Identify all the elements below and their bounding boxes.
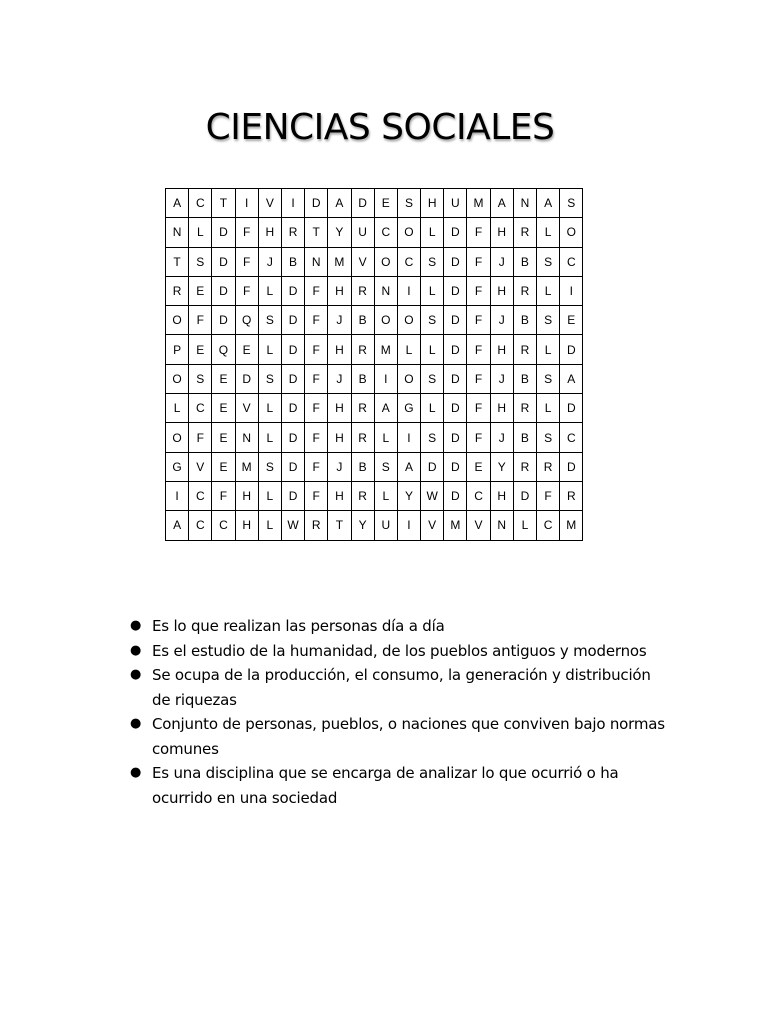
- grid-cell: D: [444, 394, 467, 423]
- grid-row: [166, 423, 583, 452]
- grid-cell: R: [513, 276, 536, 305]
- grid-cell: L: [421, 394, 444, 423]
- grid-cell: W: [421, 481, 444, 510]
- grid-cell: L: [166, 394, 189, 423]
- grid-cell: R: [537, 452, 560, 481]
- grid-row: [166, 247, 583, 276]
- grid-cell: D: [281, 335, 304, 364]
- grid-cell: Q: [235, 306, 258, 335]
- grid-cell: H: [421, 189, 444, 218]
- grid-cell: H: [490, 335, 513, 364]
- grid-cell: N: [166, 218, 189, 247]
- grid-row: [166, 364, 583, 393]
- grid-cell: D: [281, 394, 304, 423]
- grid-cell: D: [212, 276, 235, 305]
- grid-cell: L: [421, 335, 444, 364]
- grid-cell: U: [351, 218, 374, 247]
- grid-cell: D: [444, 335, 467, 364]
- grid-row: [166, 276, 583, 305]
- clue-item: [128, 614, 668, 639]
- grid-cell: I: [166, 481, 189, 510]
- grid-cell: V: [258, 189, 281, 218]
- grid-cell: O: [166, 423, 189, 452]
- clue-item: [128, 639, 668, 664]
- grid-cell: S: [560, 189, 583, 218]
- grid-cell: I: [560, 276, 583, 305]
- grid-cell: L: [537, 394, 560, 423]
- grid-cell: D: [281, 423, 304, 452]
- grid-cell: M: [444, 511, 467, 540]
- grid-cell: A: [560, 364, 583, 393]
- grid-cell: D: [444, 276, 467, 305]
- bullet-icon: ●: [130, 765, 142, 780]
- grid-cell: T: [328, 511, 351, 540]
- grid-cell: F: [305, 335, 328, 364]
- grid-cell: E: [189, 335, 212, 364]
- grid-cell: S: [258, 306, 281, 335]
- clue-item: [128, 663, 668, 712]
- grid-cell: O: [374, 247, 397, 276]
- grid-cell: F: [467, 306, 490, 335]
- grid-cell: D: [444, 218, 467, 247]
- grid-cell: C: [189, 511, 212, 540]
- grid-cell: C: [374, 218, 397, 247]
- grid-cell: O: [166, 306, 189, 335]
- grid-cell: S: [258, 364, 281, 393]
- grid-cell: O: [397, 364, 420, 393]
- grid-cell: F: [467, 218, 490, 247]
- grid-cell: F: [305, 452, 328, 481]
- grid-cell: F: [467, 247, 490, 276]
- grid-cell: I: [397, 511, 420, 540]
- grid-cell: S: [421, 364, 444, 393]
- grid-cell: H: [258, 218, 281, 247]
- grid-cell: E: [212, 364, 235, 393]
- grid-cell: S: [421, 247, 444, 276]
- grid-cell: J: [490, 423, 513, 452]
- grid-cell: A: [397, 452, 420, 481]
- grid-cell: L: [258, 394, 281, 423]
- grid-cell: B: [513, 306, 536, 335]
- grid-cell: A: [490, 189, 513, 218]
- grid-cell: F: [467, 335, 490, 364]
- grid-cell: F: [467, 276, 490, 305]
- grid-cell: J: [328, 364, 351, 393]
- grid-cell: O: [374, 306, 397, 335]
- grid-cell: S: [537, 423, 560, 452]
- grid-cell: T: [166, 247, 189, 276]
- clue-text: Es el estudio de la humanidad, de los pueblos antiguos y modernos: [152, 641, 647, 660]
- grid-cell: B: [351, 452, 374, 481]
- grid-cell: H: [328, 394, 351, 423]
- grid-cell: S: [189, 364, 212, 393]
- grid-cell: S: [189, 247, 212, 276]
- clue-text: Es lo que realizan las personas día a día: [152, 617, 445, 635]
- grid-cell: I: [374, 364, 397, 393]
- grid-cell: S: [397, 189, 420, 218]
- grid-cell: I: [397, 276, 420, 305]
- grid-cell: M: [235, 452, 258, 481]
- grid-cell: L: [189, 218, 212, 247]
- grid-cell: B: [281, 247, 304, 276]
- grid-cell: Y: [397, 481, 420, 510]
- grid-cell: F: [235, 276, 258, 305]
- grid-cell: J: [258, 247, 281, 276]
- grid-cell: N: [374, 276, 397, 305]
- grid-cell: E: [212, 394, 235, 423]
- grid-cell: T: [212, 189, 235, 218]
- clue-text: Es una disciplina que se encarga de analizar lo que ocurrió o ha ocurrido en una sociedad: [152, 764, 619, 807]
- grid-cell: A: [374, 394, 397, 423]
- grid-cell: D: [281, 276, 304, 305]
- grid-cell: H: [235, 481, 258, 510]
- grid-cell: F: [467, 364, 490, 393]
- grid-cell: L: [537, 276, 560, 305]
- grid-cell: Y: [328, 218, 351, 247]
- grid-cell: F: [235, 218, 258, 247]
- grid-cell: D: [305, 189, 328, 218]
- grid-cell: O: [397, 306, 420, 335]
- grid-cell: S: [537, 306, 560, 335]
- grid-cell: N: [235, 423, 258, 452]
- grid-cell: E: [212, 423, 235, 452]
- grid-cell: S: [537, 247, 560, 276]
- grid-cell: A: [328, 189, 351, 218]
- grid-cell: D: [212, 247, 235, 276]
- grid-cell: L: [258, 276, 281, 305]
- grid-cell: E: [467, 452, 490, 481]
- grid-cell: I: [235, 189, 258, 218]
- grid-cell: E: [374, 189, 397, 218]
- grid-cell: C: [212, 511, 235, 540]
- grid-cell: V: [189, 452, 212, 481]
- grid-cell: C: [189, 394, 212, 423]
- grid-cell: V: [235, 394, 258, 423]
- grid-cell: L: [258, 335, 281, 364]
- clue-text: Se ocupa de la producción, el consumo, la generación y distribución de riquezas: [152, 666, 651, 709]
- grid-cell: L: [258, 423, 281, 452]
- grid-cell: H: [490, 218, 513, 247]
- grid-row: [166, 335, 583, 364]
- grid-cell: L: [513, 511, 536, 540]
- grid-cell: F: [467, 394, 490, 423]
- grid-cell: U: [444, 189, 467, 218]
- grid-cell: D: [444, 364, 467, 393]
- grid-cell: G: [397, 394, 420, 423]
- grid-cell: D: [444, 247, 467, 276]
- grid-cell: C: [467, 481, 490, 510]
- grid-cell: O: [166, 364, 189, 393]
- grid-cell: R: [351, 394, 374, 423]
- grid-cell: I: [281, 189, 304, 218]
- grid-cell: F: [305, 276, 328, 305]
- grid-cell: H: [328, 423, 351, 452]
- grid-row: [166, 189, 583, 218]
- grid-cell: F: [537, 481, 560, 510]
- grid-cell: D: [421, 452, 444, 481]
- grid-cell: V: [421, 511, 444, 540]
- grid-cell: B: [351, 364, 374, 393]
- page-title: CIENCIAS SOCIALES: [205, 107, 555, 148]
- grid-cell: D: [281, 306, 304, 335]
- bullet-icon: ●: [130, 642, 142, 658]
- grid-cell: V: [351, 247, 374, 276]
- grid-cell: R: [351, 335, 374, 364]
- grid-cell: S: [258, 452, 281, 481]
- bullet-icon: ●: [130, 716, 142, 731]
- grid-cell: F: [235, 247, 258, 276]
- grid-cell: P: [166, 335, 189, 364]
- grid-cell: H: [328, 335, 351, 364]
- grid-cell: L: [374, 423, 397, 452]
- grid-cell: F: [189, 306, 212, 335]
- grid-cell: C: [397, 247, 420, 276]
- grid-cell: F: [305, 364, 328, 393]
- grid-cell: A: [537, 189, 560, 218]
- grid-cell: D: [212, 306, 235, 335]
- grid-cell: F: [467, 423, 490, 452]
- grid-cell: N: [490, 511, 513, 540]
- grid-cell: N: [305, 247, 328, 276]
- grid-cell: L: [537, 218, 560, 247]
- grid-cell: D: [212, 218, 235, 247]
- grid-cell: D: [513, 481, 536, 510]
- grid-cell: J: [490, 364, 513, 393]
- grid-cell: R: [513, 452, 536, 481]
- grid-cell: F: [189, 423, 212, 452]
- grid-cell: R: [351, 276, 374, 305]
- grid-cell: D: [444, 306, 467, 335]
- bullet-icon: ●: [130, 618, 142, 633]
- grid-cell: M: [560, 511, 583, 540]
- grid-cell: D: [444, 452, 467, 481]
- grid-cell: E: [235, 335, 258, 364]
- grid-cell: F: [212, 481, 235, 510]
- grid-cell: L: [374, 481, 397, 510]
- grid-cell: A: [166, 189, 189, 218]
- grid-cell: A: [166, 511, 189, 540]
- grid-cell: H: [328, 481, 351, 510]
- grid-cell: D: [351, 189, 374, 218]
- grid-row: [166, 218, 583, 247]
- grid-cell: B: [513, 247, 536, 276]
- grid-cell: J: [490, 247, 513, 276]
- grid-cell: J: [328, 306, 351, 335]
- grid-cell: R: [513, 218, 536, 247]
- clue-list: [128, 614, 668, 810]
- grid-cell: F: [305, 394, 328, 423]
- grid-row: [166, 481, 583, 510]
- grid-cell: R: [166, 276, 189, 305]
- grid-cell: F: [305, 481, 328, 510]
- grid-cell: D: [560, 394, 583, 423]
- grid-cell: F: [305, 423, 328, 452]
- grid-cell: N: [513, 189, 536, 218]
- grid-cell: O: [397, 218, 420, 247]
- grid-cell: T: [305, 218, 328, 247]
- grid-cell: H: [490, 481, 513, 510]
- grid-cell: L: [537, 335, 560, 364]
- grid-row: [166, 306, 583, 335]
- grid-cell: F: [305, 306, 328, 335]
- grid-row: [166, 394, 583, 423]
- grid-cell: D: [560, 452, 583, 481]
- grid-cell: R: [560, 481, 583, 510]
- grid-cell: C: [560, 247, 583, 276]
- grid-cell: S: [421, 423, 444, 452]
- grid-cell: M: [374, 335, 397, 364]
- grid-cell: B: [351, 306, 374, 335]
- grid-cell: C: [189, 481, 212, 510]
- grid-row: [166, 452, 583, 481]
- grid-cell: I: [397, 423, 420, 452]
- grid-cell: C: [537, 511, 560, 540]
- grid-cell: O: [560, 218, 583, 247]
- grid-cell: L: [258, 481, 281, 510]
- grid-cell: M: [467, 189, 490, 218]
- grid-cell: E: [189, 276, 212, 305]
- grid-cell: M: [328, 247, 351, 276]
- grid-cell: R: [351, 423, 374, 452]
- grid-cell: C: [560, 423, 583, 452]
- grid-cell: L: [258, 511, 281, 540]
- grid-cell: D: [444, 423, 467, 452]
- grid-cell: S: [537, 364, 560, 393]
- clue-item: [128, 712, 668, 761]
- grid-cell: L: [421, 276, 444, 305]
- grid-cell: U: [374, 511, 397, 540]
- grid-cell: D: [281, 452, 304, 481]
- grid-cell: R: [305, 511, 328, 540]
- grid-cell: R: [281, 218, 304, 247]
- grid-cell: D: [444, 481, 467, 510]
- grid-cell: Q: [212, 335, 235, 364]
- clue-item: [128, 761, 668, 810]
- grid-cell: H: [328, 276, 351, 305]
- grid-row: [166, 511, 583, 540]
- grid-cell: D: [281, 481, 304, 510]
- grid-cell: H: [490, 394, 513, 423]
- grid-cell: J: [490, 306, 513, 335]
- grid-cell: H: [235, 511, 258, 540]
- bullet-icon: ●: [130, 667, 142, 682]
- grid-cell: S: [374, 452, 397, 481]
- grid-cell: E: [560, 306, 583, 335]
- grid-cell: J: [328, 452, 351, 481]
- grid-cell: E: [212, 452, 235, 481]
- grid-cell: H: [490, 276, 513, 305]
- grid-cell: B: [513, 364, 536, 393]
- grid-cell: V: [467, 511, 490, 540]
- clue-text: Conjunto de personas, pueblos, o naciones que conviven bajo normas comunes: [152, 715, 665, 758]
- grid-cell: D: [560, 335, 583, 364]
- grid-cell: Y: [351, 511, 374, 540]
- grid-cell: Y: [490, 452, 513, 481]
- grid-cell: W: [281, 511, 304, 540]
- grid-cell: D: [281, 364, 304, 393]
- word-search-grid: [165, 188, 583, 541]
- grid-cell: G: [166, 452, 189, 481]
- grid-cell: S: [421, 306, 444, 335]
- grid-cell: R: [513, 335, 536, 364]
- grid-cell: R: [351, 481, 374, 510]
- grid-cell: R: [513, 394, 536, 423]
- grid-cell: L: [421, 218, 444, 247]
- grid-cell: D: [235, 364, 258, 393]
- grid-cell: L: [397, 335, 420, 364]
- grid-cell: B: [513, 423, 536, 452]
- grid-cell: C: [189, 189, 212, 218]
